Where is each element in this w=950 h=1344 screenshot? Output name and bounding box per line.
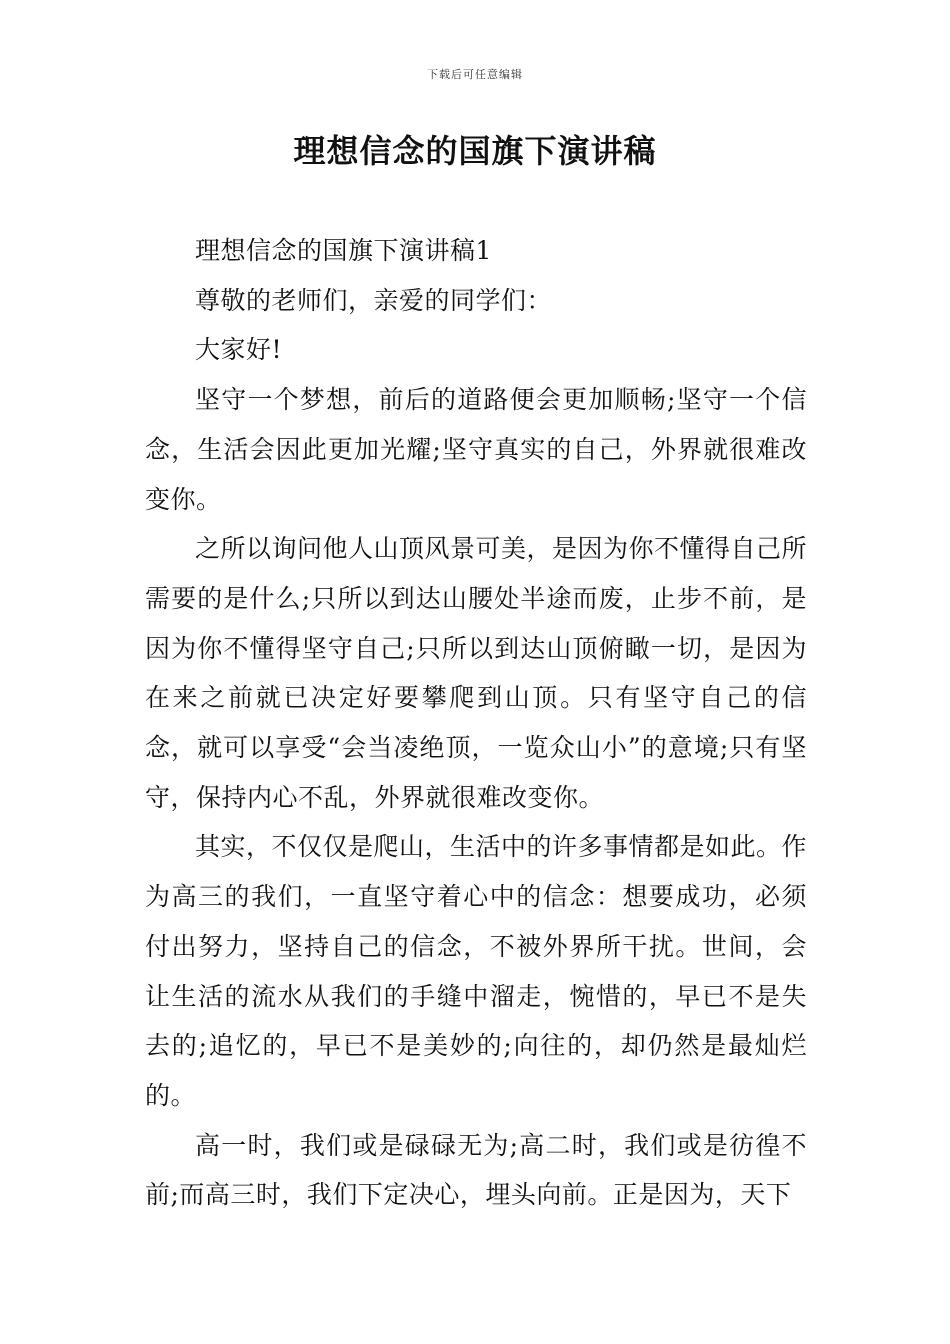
- paragraph-greeting: 大家好!: [195, 335, 283, 365]
- paragraph: 之所以询问他人山顶风景可美，是因为你不懂得自己所需要的是什么;只所以到达山腰处半途而废，止步不前，是因为你不懂得坚守自己;只所以到达山顶俯瞰一切，是因为在来之前就已决定好要攀爬到山顶。只有坚守自己的信念，就可以享受“会当凌绝顶，一览众山小”的意境;只有坚守，保持内心不乱，外界就很难改变你。: [145, 534, 808, 812]
- paragraph: 坚守一个梦想，前后的道路便会更加顺畅;坚守一个信念，生活会因此更加光耀;坚守真实的自己，外界就很难改变你。: [145, 385, 807, 514]
- paragraph-salutation: 尊敬的老师们，亲爱的同学们：: [195, 285, 553, 315]
- paragraph: 高一时，我们或是碌碌无为;高二时，我们或是彷徨不前;而高三时，我们下定决心，埋头向前。正是因为，天下: [145, 1130, 807, 1210]
- document-body: [145, 226, 807, 1220]
- paragraph-subtitle: 理想信念的国旗下演讲稿1: [195, 236, 492, 265]
- document-title: 理想信念的国旗下演讲稿: [293, 132, 657, 170]
- header-note: 下载后可任意编辑: [427, 68, 523, 81]
- paragraph: 其实，不仅仅是爬山，生活中的许多事情都是如此。作为高三的我们，一直坚守着心中的信念：想要成功，必须付出努力，坚持自己的信念，不被外界所干扰。世间，会让生活的流水从我们的手缝中溜走，惋惜的，早已不是失去的;追忆的，早已不是美妙的;向往的，却仍然是最灿烂的。: [145, 832, 808, 1110]
